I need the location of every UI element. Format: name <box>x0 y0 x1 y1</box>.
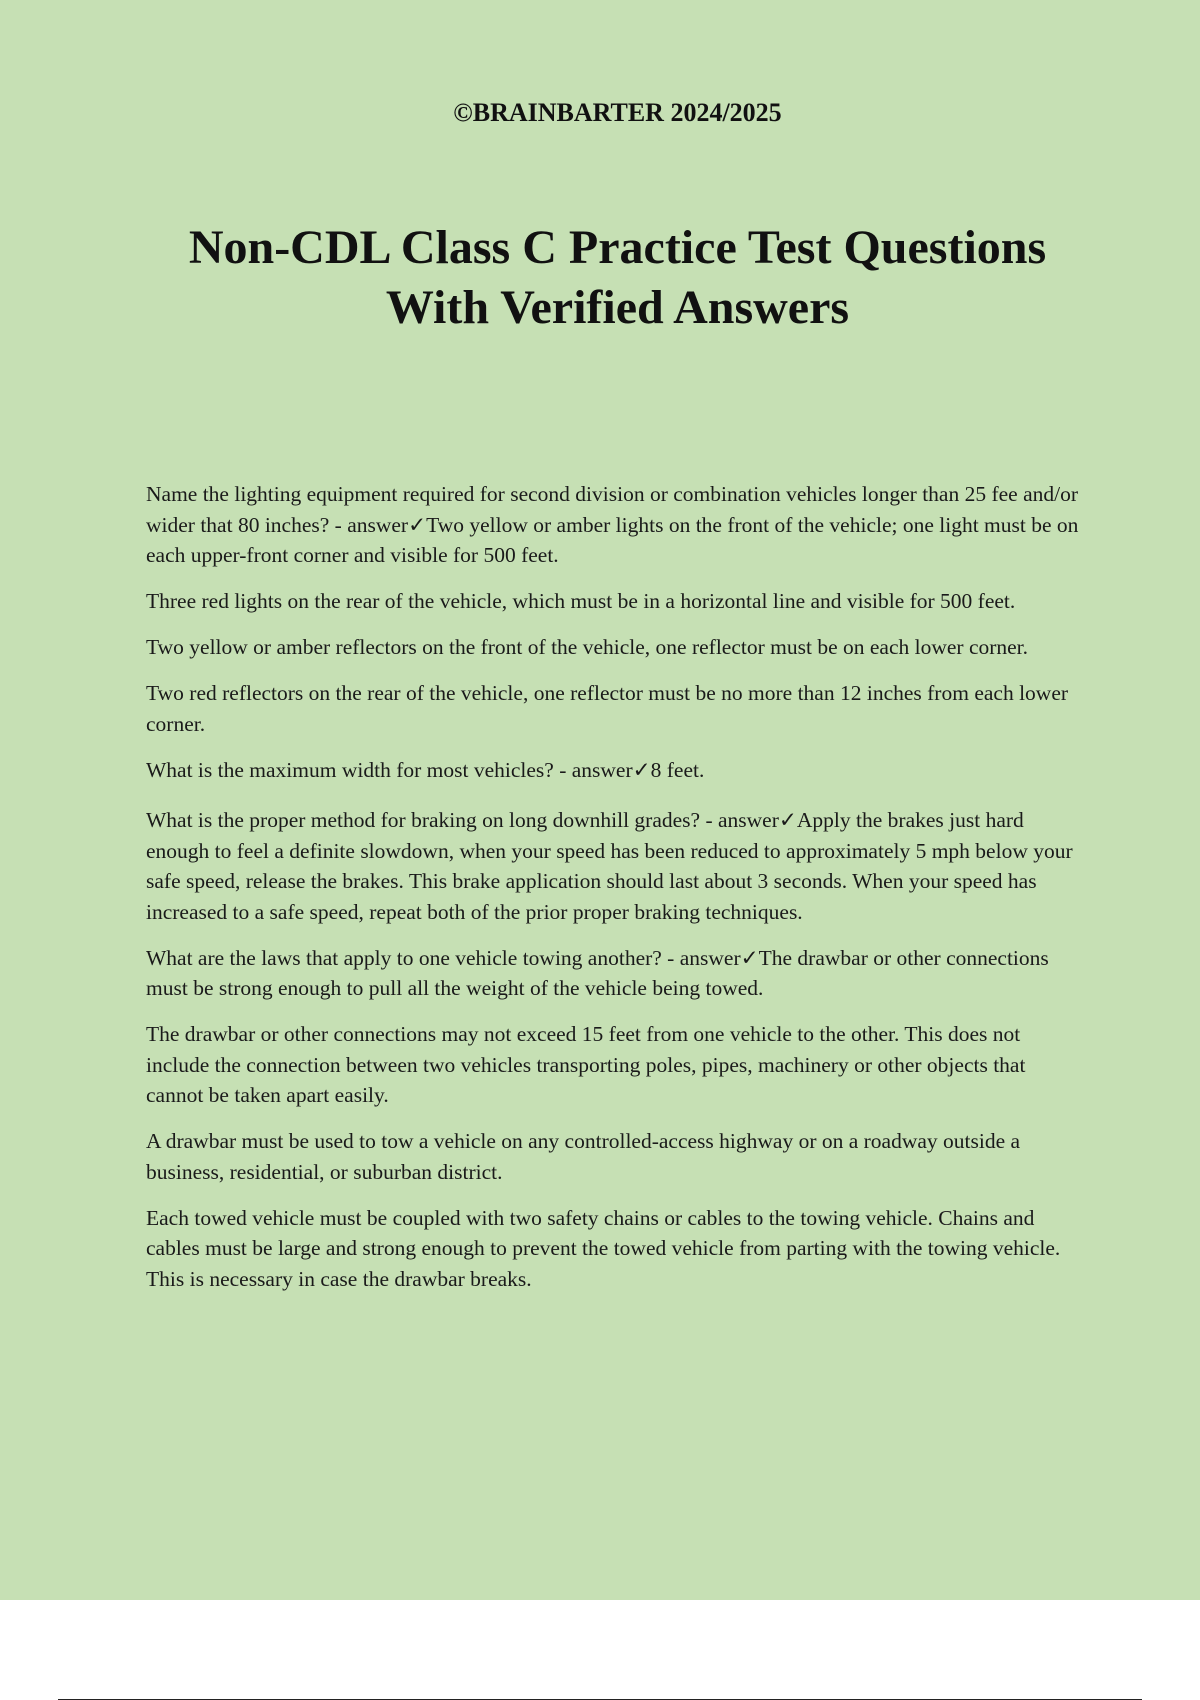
paragraph-rear-lights: Three red lights on the rear of the vehicle, which must be in a horizontal line and visible for 500 feet. <box>146 589 1016 613</box>
paragraph-safety-chains: Each towed vehicle must be coupled with two safety chains or cables to the towing vehicle. Chains and cables must be large and strong enough to prevent the towed vehicle from parting with the towing vehicle. This is necessary in case the drawbar breaks. <box>146 1205 1061 1291</box>
paragraph-rear-reflectors: Two red reflectors on the rear of the vehicle, one reflector must be no more than 12 inches from each lower corner. <box>146 681 1069 736</box>
title-line-1: Non-CDL Class C Practice Test Questions <box>188 221 1047 274</box>
copyright-header: ©BRAINBARTER 2024/2025 <box>453 98 782 127</box>
document-body <box>146 479 1086 1310</box>
paragraph-drawbar-length: The drawbar or other connections may not exceed 15 feet from one vehicle to the other. This does not include the connection between two vehicles transporting poles, pipes, machinery or other objects that cannot be taken apart easily. <box>146 1022 1026 1107</box>
document-title <box>0 218 1200 338</box>
paragraph-front-reflectors: Two yellow or amber reflectors on the front of the vehicle, one reflector must be on each lower corner. <box>146 635 1029 659</box>
paragraph-braking-method: What is the proper method for braking on long downhill grades? - answer✓Apply the brakes just hard enough to feel a definite slowdown, when your speed has been reduced to approximately 5 mph below your safe speed, release the brakes. This brake application should last about 3 seconds. When your speed has increased to a safe speed, repeat both of the prior proper braking techniques. <box>146 808 1073 924</box>
paragraph-drawbar-highway: A drawbar must be used to tow a vehicle on any controlled-access highway or on a roadway outside a business, residential, or suburban district. <box>146 1129 1021 1184</box>
paragraph-max-width: What is the maximum width for most vehicles? - answer✓8 feet. <box>146 757 705 782</box>
paragraph-towing-laws: What are the laws that apply to one vehicle towing another? - answer✓The drawbar or other connections must be strong enough to pull all the weight of the vehicle being towed. <box>146 945 1049 1000</box>
title-line-2: With Verified Answers <box>385 281 850 334</box>
paragraph-lighting-question: Name the lighting equipment required for second division or combination vehicles longer than 25 fee and/or wider that 80 inches? - answer✓Two yellow or amber lights on the front of the vehicle; one light must be on each upper-front corner and visible for 500 feet. <box>146 482 1079 567</box>
